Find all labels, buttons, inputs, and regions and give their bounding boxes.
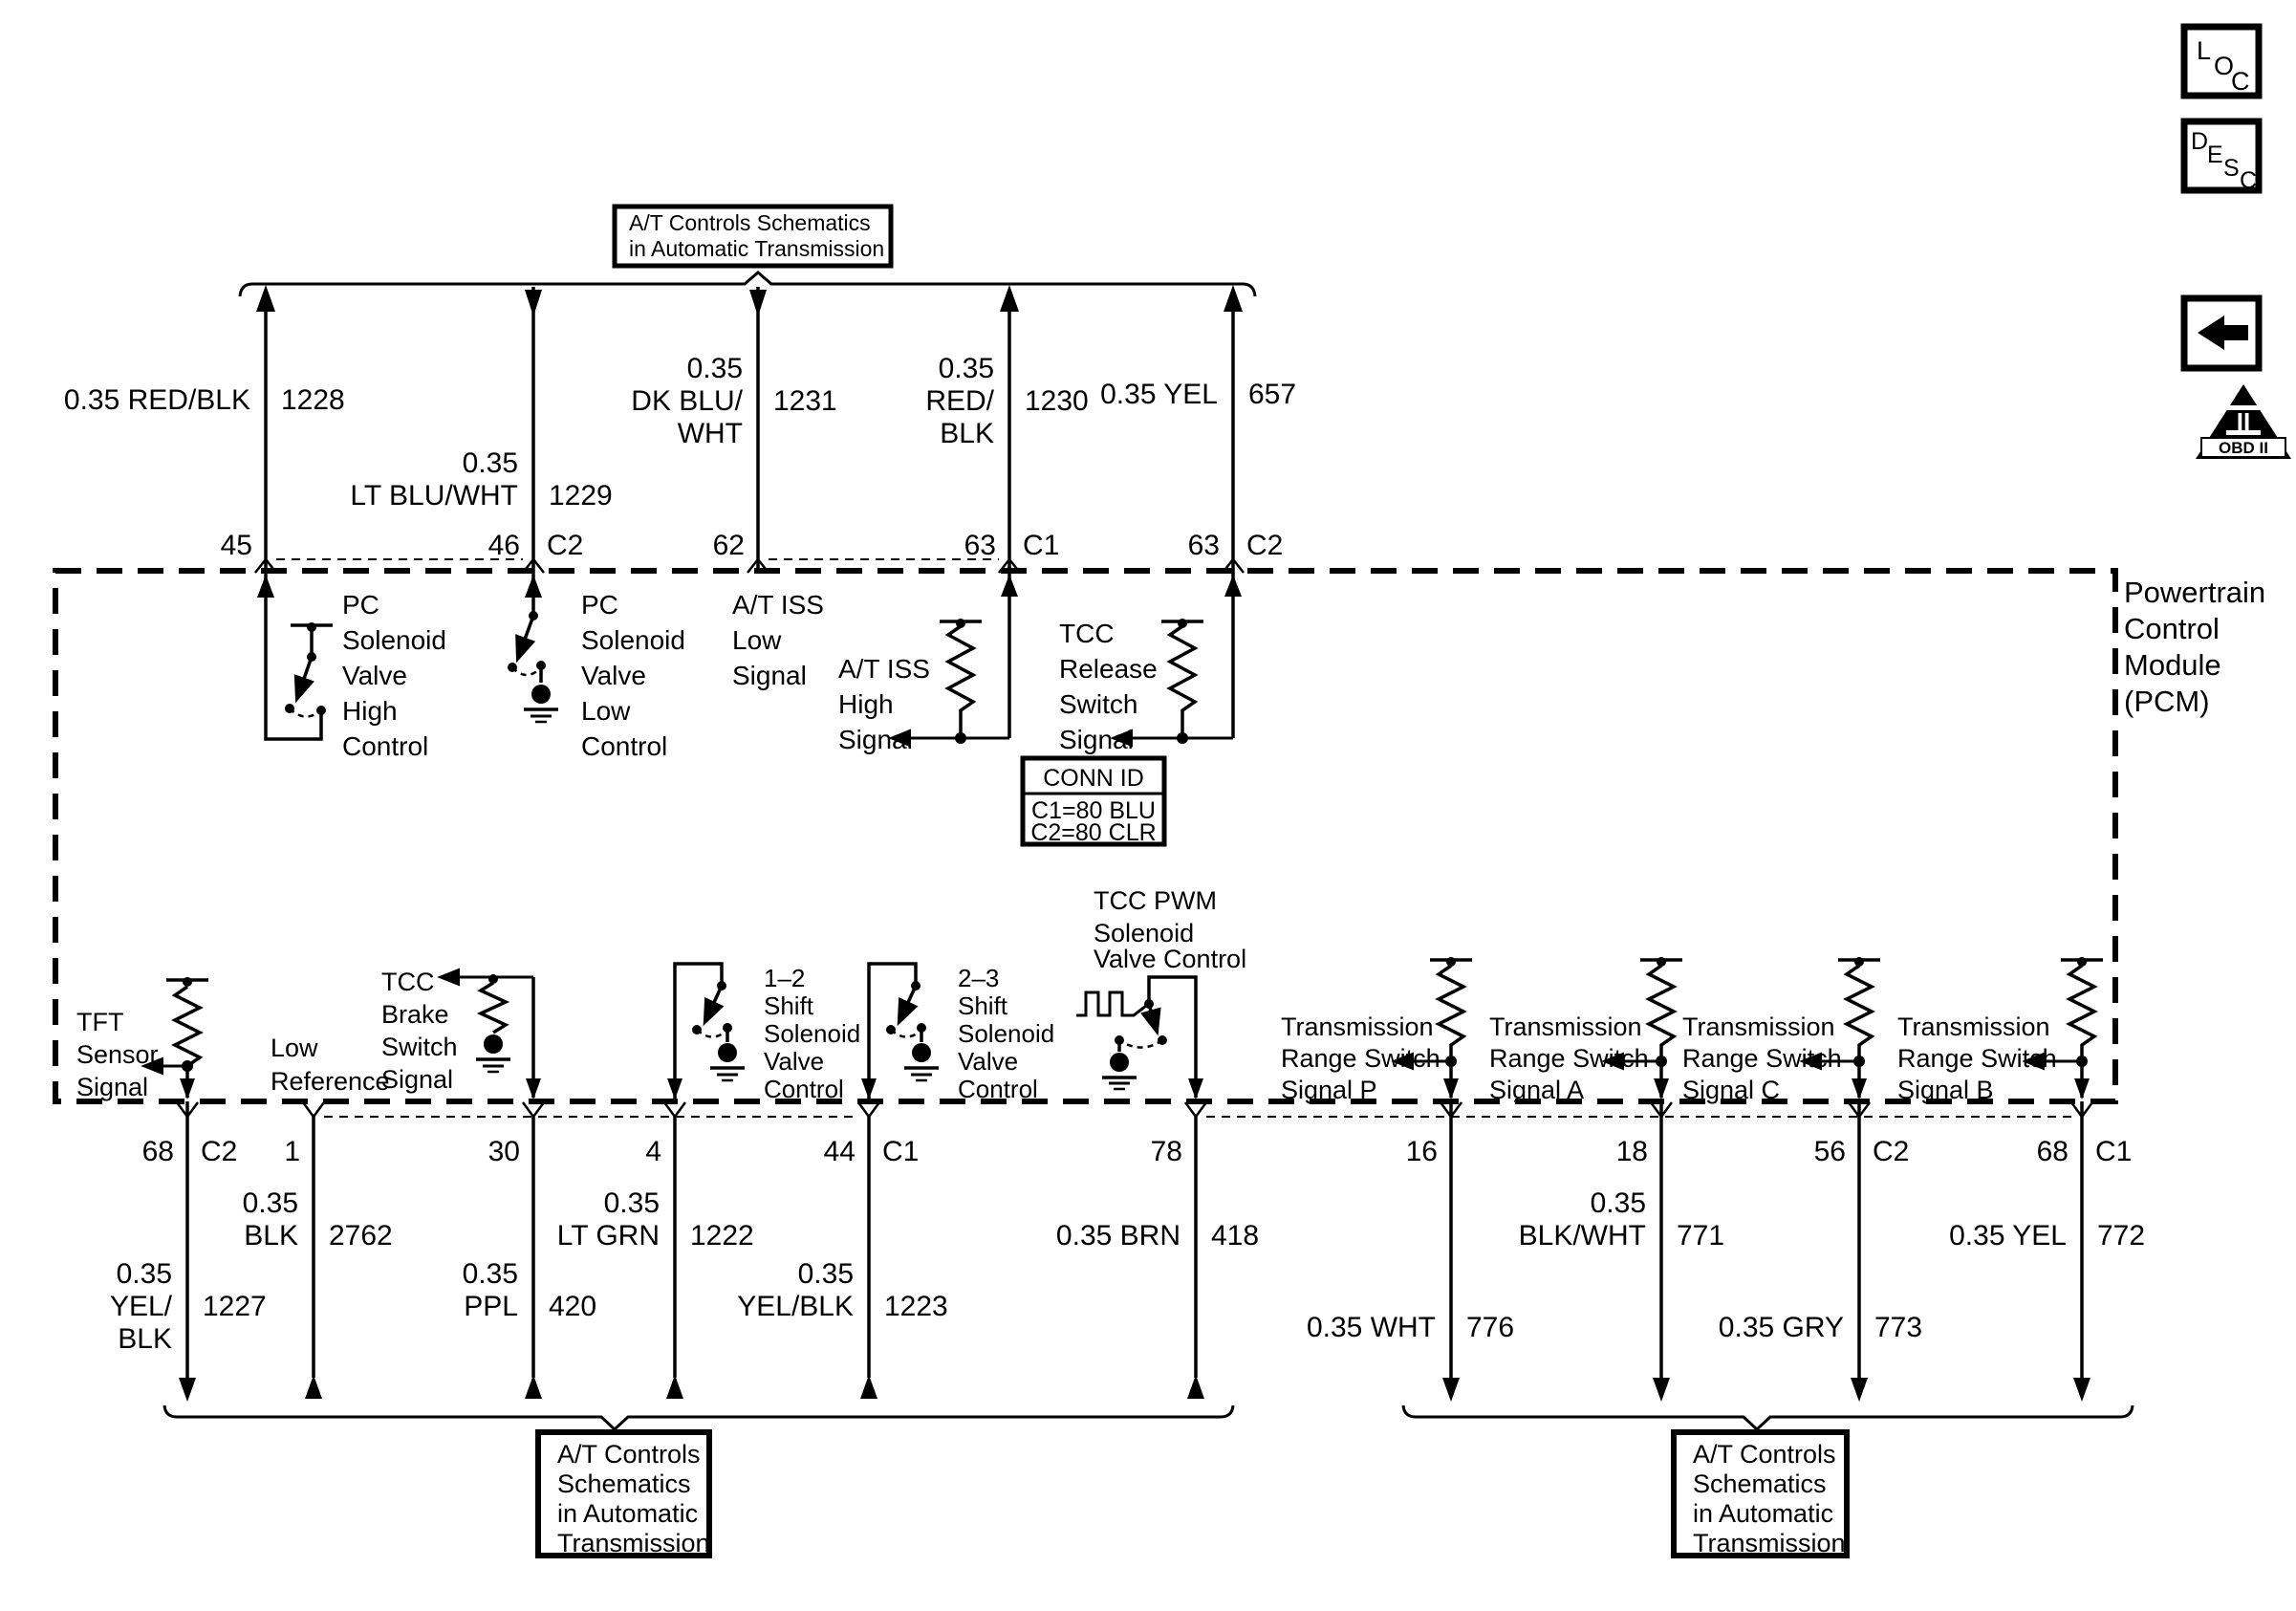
component-label: A/T ISS	[732, 590, 824, 620]
wire-color-label: 0.35	[797, 1258, 854, 1290]
component-label: Low	[271, 1034, 318, 1062]
arrow-down-icon	[1443, 1078, 1459, 1099]
component-label: High	[342, 696, 398, 726]
component-label: Reference	[271, 1067, 390, 1096]
pin-number: 1	[284, 1136, 300, 1167]
circuit-number: 1230	[1025, 385, 1089, 417]
trs-signal-c	[1682, 957, 1880, 1104]
resistor-icon	[1170, 626, 1195, 734]
arrow-down-icon	[180, 1078, 195, 1099]
component-label: TCC PWM	[1094, 886, 1217, 915]
component-label: Shift	[764, 991, 814, 1020]
component-label: PC	[581, 590, 618, 620]
pin-number: 68	[141, 1136, 174, 1167]
connector-id: C2	[201, 1136, 238, 1167]
top-banner-line: A/T Controls Schematics	[629, 210, 871, 235]
bottom-right-banner	[1403, 1405, 2133, 1557]
shift-solenoid-2-3	[861, 964, 1054, 1103]
wire-color-label: LT GRN	[556, 1220, 660, 1252]
tcc-pwm-solenoid	[1076, 886, 1246, 1099]
arrow-down-icon	[861, 1078, 877, 1099]
component-label: Signal	[76, 1073, 149, 1101]
connector-id: C1	[882, 1136, 920, 1167]
arrow-down-icon	[667, 1078, 682, 1099]
tft-sensor-signal	[76, 977, 208, 1101]
pin-number: 4	[645, 1136, 661, 1167]
top-banner-line: in Automatic Transmission	[629, 236, 885, 261]
component-label: Release	[1059, 654, 1158, 684]
wire-1222	[557, 1117, 754, 1399]
pcm-label-line: (PCM)	[2124, 685, 2210, 718]
loc-button[interactable]	[2184, 27, 2259, 96]
wire-1230	[925, 285, 1088, 571]
component-label: PC	[342, 590, 379, 620]
component-label: Solenoid	[342, 625, 446, 655]
wire-776	[1307, 1101, 1514, 1402]
component-label: Signal	[732, 661, 807, 690]
wire-1223	[737, 1117, 948, 1399]
wire-657	[1100, 285, 1296, 571]
component-label: Valve	[342, 661, 407, 690]
wire-color-label: 0.35	[686, 353, 743, 384]
arrow-down-icon	[525, 290, 542, 316]
ground-icon	[718, 1043, 737, 1062]
desc-letter: C	[2240, 167, 2258, 194]
component-label: Solenoid	[958, 1019, 1055, 1048]
shift-solenoid-1-2	[667, 964, 860, 1103]
component-label: TFT	[76, 1008, 124, 1036]
component-label: Transmission	[1682, 1012, 1835, 1041]
obd2-badge[interactable]	[2196, 384, 2291, 459]
component-label: Solenoid	[764, 1019, 861, 1048]
wire-color-label: WHT	[677, 418, 743, 449]
arrow-up-icon	[525, 1375, 542, 1399]
pin-number: 63	[964, 530, 996, 561]
conn-id-row: C2=80 CLR	[1030, 819, 1157, 846]
wire-2762	[243, 1117, 393, 1399]
component-label: A/T ISS	[838, 654, 930, 684]
arrow-up-icon	[666, 1375, 683, 1399]
conn-id-row: C1=80 BLU	[1031, 797, 1156, 824]
wire-color-label: 0.35 YEL	[1949, 1220, 2067, 1252]
desc-letter: E	[2207, 142, 2223, 168]
wire-color-label: BLK/WHT	[1518, 1220, 1646, 1252]
top-brace	[240, 272, 1255, 296]
component-label: Transmission	[1489, 1012, 1642, 1041]
resistor-icon	[175, 987, 200, 1066]
component-label: Valve	[958, 1047, 1019, 1076]
component-label: Solenoid	[1094, 919, 1195, 947]
pcm-label-line: Control	[2124, 612, 2220, 645]
loc-letter: O	[2214, 52, 2235, 80]
conn-id-box	[1023, 758, 1164, 846]
component-label: Valve Control	[1094, 945, 1247, 973]
wire-color-label: LT BLU/WHT	[350, 480, 518, 512]
component-label: Low	[732, 625, 782, 655]
wire-771	[1519, 1101, 1724, 1402]
circuit-number: 772	[2097, 1220, 2146, 1252]
component-label: Signal B	[1897, 1076, 1994, 1104]
arrow-up-icon	[1187, 1375, 1204, 1399]
wire-color-label: 0.35	[462, 1258, 518, 1290]
arrow-down-icon	[749, 290, 767, 316]
pin-number: 30	[487, 1136, 520, 1167]
arrow-down-icon	[1654, 1078, 1669, 1099]
ground-icon	[531, 685, 551, 704]
wire-color-label: YEL/	[109, 1291, 172, 1322]
component-label: Transmission	[1897, 1012, 2050, 1041]
pcm-label-line: Powertrain	[2124, 576, 2266, 609]
wire-color-label: 0.35	[603, 1187, 660, 1219]
component-label: Signal	[1059, 725, 1134, 754]
pin-number: 78	[1150, 1136, 1182, 1167]
arrow-down-icon	[1442, 1378, 1460, 1402]
arrow-down-icon	[1852, 1078, 1867, 1099]
tcc-release-switch-signal	[1059, 571, 1242, 754]
resistor-icon	[1649, 966, 1674, 1057]
conn-id-title: CONN ID	[1043, 765, 1144, 792]
low-reference	[271, 1034, 390, 1096]
pin-number: 44	[823, 1136, 856, 1167]
connector-id: C1	[1023, 530, 1060, 561]
banner-line: Schematics	[1693, 1469, 1827, 1498]
at-iss-low-signal	[732, 590, 824, 690]
bottom-left-banner	[164, 1405, 1233, 1557]
wire-color-label: BLK	[940, 418, 994, 449]
pin-number: 18	[1615, 1136, 1648, 1167]
connector-id: C2	[1246, 530, 1284, 561]
arrow-down-icon	[2073, 1378, 2090, 1402]
bottom-connector-marks	[177, 1102, 2092, 1117]
wire-color-label: 0.35 YEL	[1100, 379, 1218, 410]
loc-letter: C	[2231, 67, 2250, 96]
wire-color-label: 0.35 RED/BLK	[63, 384, 250, 416]
circuit-number: 1227	[203, 1291, 267, 1322]
component-label: Control	[581, 731, 668, 761]
banner-line: Transmission	[557, 1529, 710, 1557]
wire-color-label: 0.35	[938, 353, 994, 384]
circuit-number: 420	[549, 1291, 597, 1322]
at-iss-high-signal	[838, 571, 1018, 754]
component-label: Brake	[381, 1000, 449, 1029]
component-label: Range Switch	[1682, 1044, 1842, 1073]
trs-signal-a	[1489, 957, 1682, 1104]
banner-line: in Automatic	[557, 1499, 699, 1528]
wire-color-label: 0.35	[1590, 1187, 1646, 1219]
arrow-down-icon	[179, 1378, 196, 1402]
wire-color-label: YEL/BLK	[737, 1291, 854, 1322]
component-label: TCC	[1059, 619, 1115, 648]
circuit-number: 1229	[549, 480, 613, 512]
trs-signal-p	[1281, 957, 1472, 1104]
desc-button[interactable]	[2184, 121, 2259, 194]
component-label: Valve	[764, 1047, 825, 1076]
component-label: Switch	[1059, 689, 1138, 719]
loc-letter: L	[2197, 36, 2212, 65]
bottom-right-brace	[1403, 1405, 2133, 1429]
wire-420	[463, 1117, 596, 1399]
connector-id: C2	[547, 530, 584, 561]
circuit-number: 1228	[281, 384, 345, 416]
wire-color-label: BLK	[118, 1323, 172, 1355]
pin-number: 45	[220, 530, 252, 561]
circuit-number: 771	[1677, 1220, 1725, 1252]
obd2-pillar-icon: II	[2236, 407, 2251, 436]
arrow-down-icon	[2074, 1078, 2090, 1099]
resistor-icon	[1847, 966, 1872, 1057]
wire-color-label: 0.35	[242, 1187, 298, 1219]
circuit-number: 1231	[773, 385, 837, 417]
back-button[interactable]	[2184, 298, 2259, 368]
arrow-up-icon	[1000, 285, 1019, 312]
component-label: Range Switch	[1281, 1044, 1440, 1073]
arrow-down-icon	[1851, 1378, 1868, 1402]
desc-letter: D	[2191, 128, 2209, 155]
wire-color-label: 0.35	[462, 447, 518, 479]
component-label: High	[838, 689, 894, 719]
circuit-number: 1223	[884, 1291, 948, 1322]
wire-color-label: 0.35	[116, 1258, 172, 1290]
wire-418	[1056, 1117, 1259, 1399]
component-label: Signal C	[1682, 1076, 1781, 1104]
tcc-brake-switch-signal	[381, 968, 541, 1099]
pin-number: 68	[2036, 1136, 2069, 1167]
wire-color-label: 0.35 BRN	[1055, 1220, 1180, 1252]
component-label: Signal P	[1281, 1076, 1377, 1104]
resistor-icon	[948, 626, 973, 734]
wire-color-label: 0.35 GRY	[1718, 1312, 1844, 1343]
pwm-waveform-icon	[1076, 992, 1146, 1015]
wire-color-label: RED/	[925, 385, 994, 417]
component-label: Solenoid	[581, 625, 685, 655]
component-label: Sensor	[76, 1040, 159, 1069]
ground-icon	[484, 1034, 503, 1054]
wire-1229	[350, 287, 612, 571]
wire-1227	[110, 1101, 267, 1402]
component-label: Signal A	[1489, 1076, 1585, 1104]
component-label: Control	[764, 1075, 844, 1103]
banner-line: in Automatic	[1693, 1499, 1834, 1528]
bottom-left-brace	[164, 1405, 1233, 1429]
pin-number: 56	[1813, 1136, 1846, 1167]
connector-id: C2	[1873, 1136, 1910, 1167]
resistor-icon	[1439, 966, 1463, 1057]
circuit-number: 1222	[690, 1220, 754, 1252]
arrow-up-icon	[305, 1375, 322, 1399]
pc-solenoid-high-driver	[257, 571, 446, 761]
component-label: Low	[581, 696, 631, 726]
trs-signal-b	[1897, 957, 2103, 1104]
circuit-number: 773	[1874, 1312, 1923, 1343]
wire-color-label: 0.35 WHT	[1306, 1312, 1436, 1343]
component-label: TCC	[381, 968, 435, 996]
ground-icon	[1110, 1053, 1129, 1072]
obd2-label: OBD II	[2219, 439, 2268, 457]
banner-line: Schematics	[557, 1469, 691, 1498]
wire-1228	[64, 285, 345, 571]
component-label: Switch	[381, 1033, 458, 1061]
pin-number: 63	[1187, 530, 1220, 561]
component-label: Valve	[581, 661, 646, 690]
component-label: Transmission	[1281, 1012, 1434, 1041]
connector-id: C1	[2095, 1136, 2133, 1167]
pin-number: 16	[1405, 1136, 1438, 1167]
wire-773	[1719, 1101, 1922, 1402]
desc-letter: S	[2223, 155, 2240, 182]
pcm-label-line: Module	[2124, 648, 2221, 682]
circuit-number: 657	[1248, 379, 1297, 410]
arrow-up-icon	[1224, 285, 1243, 312]
pin-number: 62	[712, 530, 745, 561]
wire-772	[1949, 1101, 2145, 1402]
top-banner	[240, 207, 1255, 296]
component-label: Control	[342, 731, 429, 761]
resistor-icon	[481, 983, 506, 1033]
arrow-down-icon	[526, 1078, 541, 1099]
resistor-icon	[2069, 966, 2094, 1057]
circuit-number: 776	[1466, 1312, 1515, 1343]
circuit-number: 418	[1211, 1220, 1260, 1252]
arrow-down-icon	[1653, 1378, 1670, 1402]
left-arrow-icon	[2198, 316, 2248, 350]
component-label: 2–3	[958, 964, 1000, 992]
ground-icon	[912, 1043, 931, 1062]
banner-line: A/T Controls	[557, 1440, 701, 1469]
wire-color-label: BLK	[244, 1220, 298, 1252]
component-label: Range Switch	[1897, 1044, 2057, 1073]
component-label: 1–2	[764, 964, 806, 992]
component-label: Control	[958, 1075, 1038, 1103]
wire-color-label: PPL	[464, 1291, 518, 1322]
arrow-up-icon	[256, 285, 275, 312]
pcm-label	[2124, 576, 2265, 718]
arrow-up-icon	[860, 1375, 877, 1399]
arrow-down-icon	[1188, 1078, 1203, 1099]
circuit-number: 2762	[329, 1220, 393, 1252]
wire-color-label: DK BLU/	[631, 385, 743, 417]
banner-line: Transmission	[1693, 1529, 1846, 1557]
component-label: Shift	[958, 991, 1008, 1020]
banner-line: A/T Controls	[1693, 1440, 1836, 1469]
pin-number: 46	[487, 530, 520, 561]
pc-solenoid-low-driver	[508, 571, 685, 761]
component-label: Signal	[838, 725, 913, 754]
component-label: Range Switch	[1489, 1044, 1649, 1073]
component-label: Signal	[381, 1065, 454, 1094]
wire-1231	[631, 287, 836, 571]
